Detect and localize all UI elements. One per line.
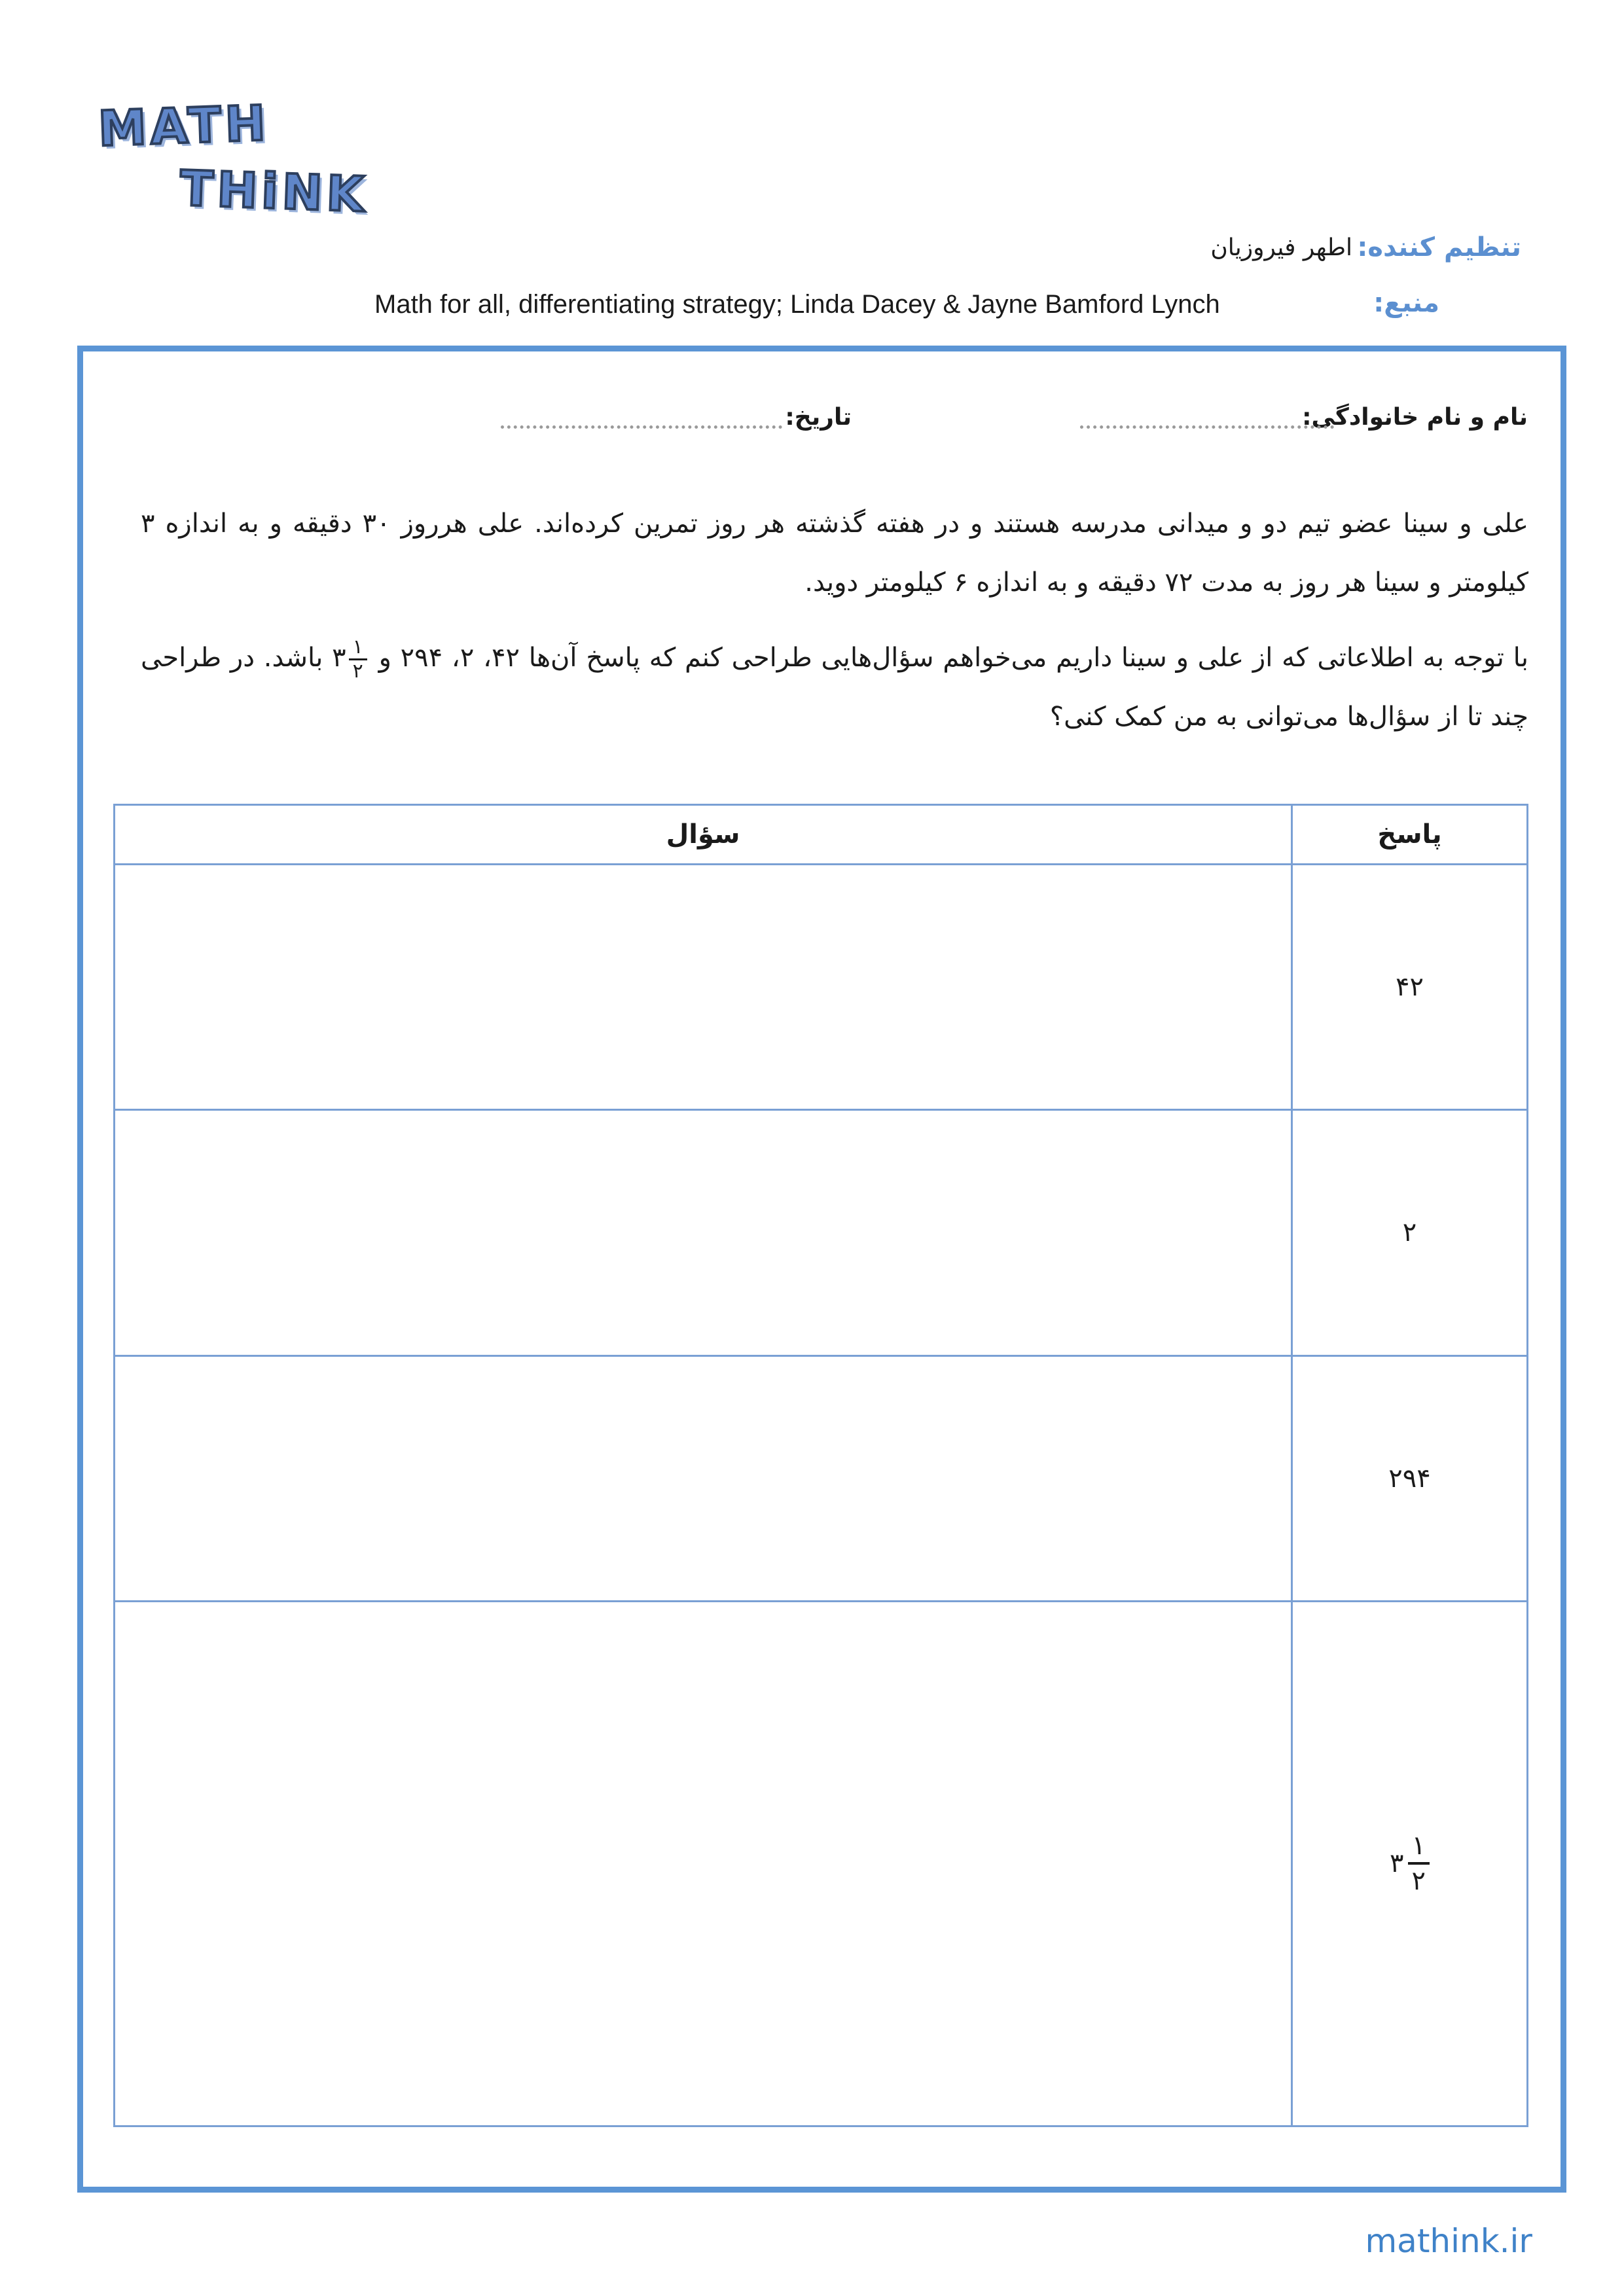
fraction-inline-num: ۱ [349, 636, 367, 660]
mixed-whole: ۳ [1390, 1848, 1404, 1879]
question-answer-table [113, 804, 1528, 2127]
table-row [115, 1110, 1528, 1355]
footer-site-link[interactable]: mathink.ir [1365, 2222, 1532, 2260]
fraction-inline [349, 636, 367, 683]
table-header-row [115, 805, 1528, 865]
fraction-num: ۱ [1408, 1829, 1430, 1865]
problem-paragraph-1 [141, 494, 1528, 612]
date-label: تاریخ: [785, 404, 852, 431]
question-cell[interactable] [115, 865, 1292, 1110]
fraction-inline-den: ۲ [352, 659, 363, 683]
source-label: منبع: [1373, 288, 1439, 318]
problem-text-2a: با توجه به اطلاعاتی که از علی و سینا داریم می‌خواهم سؤال‌هایی طراحی کنم که پاسخ آن‌ها ۴۲، ۲، ۲۹۴ و [378, 643, 1529, 673]
table-row [115, 1355, 1528, 1601]
problem-text-2 [141, 628, 1528, 746]
source-value: Math for all, differentiating strategy; Linda Dacey & Jayne Bamford Lynch [374, 290, 1220, 319]
name-field[interactable] [1080, 425, 1334, 429]
answer-cell: ۴۲ [1292, 865, 1528, 1110]
question-cell[interactable] [115, 1110, 1292, 1355]
mathink-logo [97, 95, 369, 229]
table-row [115, 1601, 1528, 2126]
question-cell[interactable] [115, 1601, 1292, 2126]
logo-word-think: THiNK [179, 160, 369, 223]
logo-word-math: MATH [97, 95, 270, 158]
answer-cell-fraction [1292, 1601, 1528, 2126]
mixed-number-inline [332, 628, 370, 687]
table-row [115, 865, 1528, 1110]
name-label: نام و نام خانوادگی: [1302, 404, 1528, 431]
mixed-number [1390, 1829, 1430, 1897]
organizer-value: اطهر فیروزیان [1210, 234, 1352, 261]
fraction [1408, 1829, 1430, 1897]
problem-text-1: علی و سینا عضو تیم دو و میدانی مدرسه هستند و در هفته گذشته هر روز تمرین کرده‌اند. علی هرروز ۳۰ دقیقه و به اندازه ۳ کیلومتر و سینا هر روز به مدت ۷۲ دقیقه و به اندازه ۶ کیلومتر دوید. [141, 509, 1529, 598]
date-field[interactable] [501, 425, 782, 429]
mixed-whole-inline: ۳ [332, 643, 346, 673]
problem-text-2b: باشد. در طراحی چند تا از سؤال‌ها می‌توانی به من کمک کنی؟ [141, 643, 1528, 732]
organizer-label: تنظیم کننده: [1357, 232, 1521, 262]
answer-cell: ۲۹۴ [1292, 1355, 1528, 1601]
problem-paragraph-2 [141, 628, 1528, 746]
header-answer: پاسخ [1292, 805, 1528, 865]
header-question: سؤال [115, 805, 1292, 865]
fraction-den: ۲ [1411, 1866, 1426, 1897]
question-cell[interactable] [115, 1355, 1292, 1601]
answer-cell: ۲ [1292, 1110, 1528, 1355]
